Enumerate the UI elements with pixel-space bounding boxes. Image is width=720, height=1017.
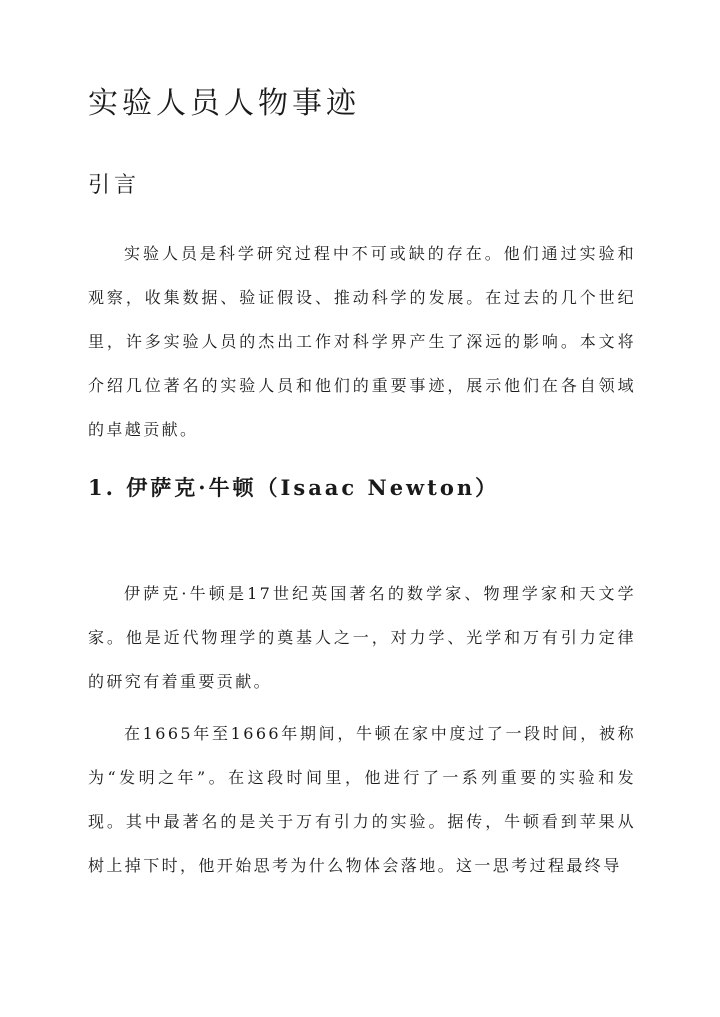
- intro-paragraph: 实验人员是科学研究过程中不可或缺的存在。他们通过实验和观察，收集数据、验证假设、推动科学的发展。在过去的几个世纪里，许多实验人员的杰出工作对科学界产生了深远的影响。本文将介绍几位著名的实验人员和他们的重要事迹，展示他们在各自领域的卓越贡献。: [88, 244, 636, 439]
- newton-paragraph-1: 伊萨克·牛顿是17世纪英国著名的数学家、物理学家和天文学家。他是近代物理学的奠基人之一，对力学、光学和万有引力定律的研究有着重要贡献。: [88, 584, 636, 691]
- newton-section-heading: 1. 伊萨克·牛顿（Isaac Newton）: [88, 475, 500, 500]
- intro-heading: 引言: [88, 173, 141, 198]
- newton-paragraph-2: 在1665年至1666年期间，牛顿在家中度过了一段时间，被称为“发明之年”。在这段时间里，他进行了一系列重要的实验和发现。其中最著名的是关于万有引力的实验。据传，牛顿看到苹果从树上掉下时，他开始思考为什么物体会落地。这一思考过程最终导: [88, 724, 636, 875]
- document-title: 实验人员人物事迹: [88, 86, 360, 121]
